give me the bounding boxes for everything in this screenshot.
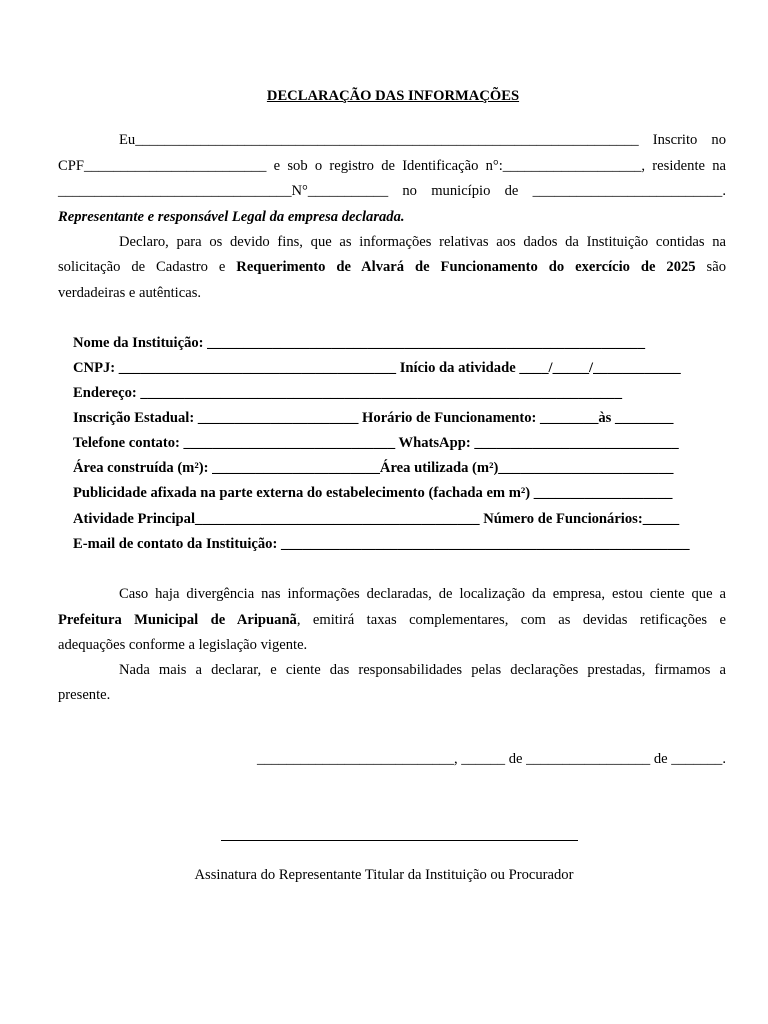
legal-representative-note: Representante e responsável Legal da empresa declarada. xyxy=(58,209,405,225)
field-advertising: Publicidade afixada na parte externa do estabelecimento (fachada em m²) ___________________ xyxy=(73,485,673,501)
declaration-line-2-post: são xyxy=(695,259,726,275)
signature-line xyxy=(221,840,578,841)
field-state-registration: Inscrição Estadual: ______________________ Horário de Funcionamento: ________às ________ xyxy=(73,410,674,426)
declaration-line-3: verdadeiras e autênticas. xyxy=(58,285,202,301)
declarant-line-1: Eu_____________________________________________________________________ Inscrito no xyxy=(119,132,726,148)
date-line: ___________________________, ______ de _________________ de _______. xyxy=(256,751,726,767)
declarant-line-3: ________________________________N°___________ no município de __________________________. xyxy=(58,183,726,199)
field-main-activity: Atividade Principal_______________________________________ Número de Funcionários:_____ xyxy=(73,511,680,527)
divergence-line-3: adequações conforme a legislação vigente. xyxy=(58,637,308,653)
field-institution-name: Nome da Instituição: ____________________________________________________________ xyxy=(73,335,645,351)
page-title: DECLARAÇÃO DAS INFORMAÇÕES xyxy=(266,88,520,104)
closing-line-1: Nada mais a declarar, e ciente das responsabilidades pelas declarações prestadas, firmamos a xyxy=(119,662,726,678)
divergence-line-2-post: , emitirá taxas complementares, com as devidas retificações e xyxy=(296,612,726,628)
signature-caption: Assinatura do Representante Titular da Instituição ou Procurador xyxy=(194,867,574,883)
closing-line-2: presente. xyxy=(58,687,111,703)
municipality-name: Prefeitura Municipal de Aripuanã xyxy=(58,612,297,628)
requirement-title: Requerimento de Alvará de Funcionamento do exercício de 2025 xyxy=(236,259,696,275)
declaration-line-2 xyxy=(58,258,726,276)
declaration-line-2-pre: solicitação de Cadastro e xyxy=(58,259,237,275)
field-cnpj: CNPJ: ______________________________________ Início da atividade ____/_____/____________ xyxy=(73,360,681,376)
divergence-line-2 xyxy=(58,611,726,629)
field-phone: Telefone contato: _____________________________ WhatsApp: ____________________________ xyxy=(73,435,679,451)
declarant-line-2: CPF_________________________ e sob o registro de Identificação n°:___________________, residente na xyxy=(58,158,726,174)
field-address: Endereço: __________________________________________________________________ xyxy=(73,385,623,401)
field-email: E-mail de contato da Instituição: ________________________________________________________ xyxy=(73,536,690,552)
divergence-line-1: Caso haja divergência nas informações declaradas, de localização da empresa, estou ciente que a xyxy=(119,586,726,602)
field-area: Área construída (m²): _______________________Área utilizada (m²)________________________ xyxy=(73,460,674,476)
declaration-line-1: Declaro, para os devido fins, que as informações relativas aos dados da Instituição contidas na xyxy=(119,234,726,250)
